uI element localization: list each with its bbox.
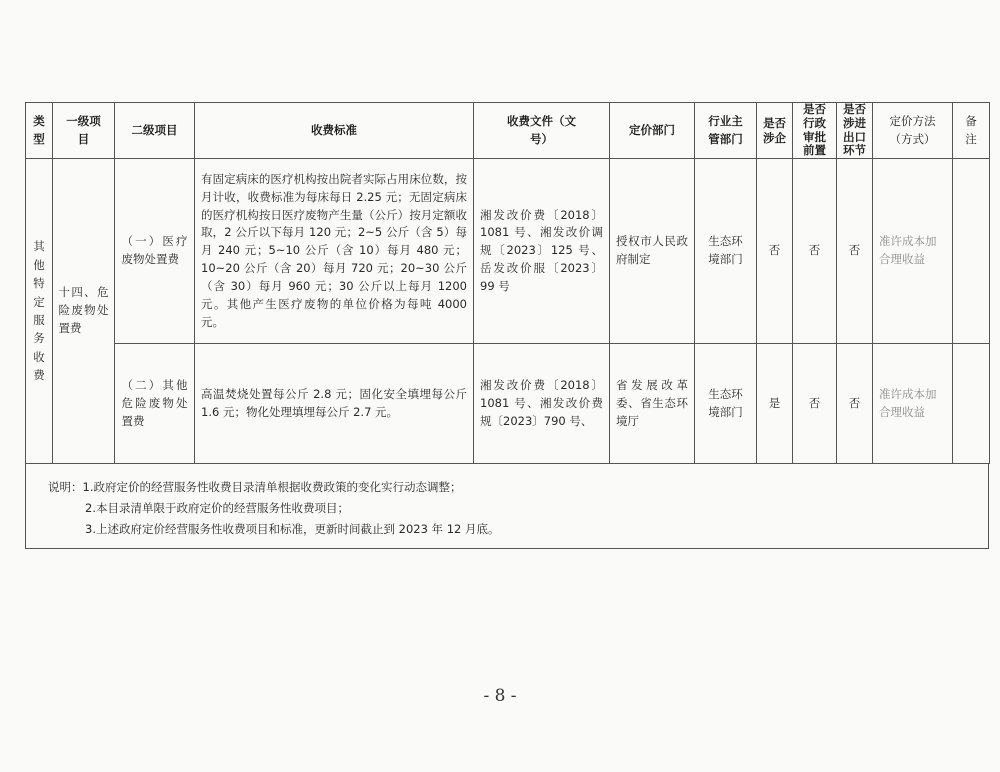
header-import-export: 是否涉进出口环节 [837, 103, 873, 159]
header-document: 收费文件（文号） [474, 103, 610, 159]
header-pricing-method: 定价方法（方式） [873, 103, 953, 159]
note-line: 说明：1.政府定价的经营服务性收费目录清单根据收费政策的变化实行动态调整； [48, 480, 462, 494]
import-export-cell: 否 [837, 159, 873, 344]
pricing-dept-cell: 授权市人民政府制定 [610, 159, 695, 344]
pricing-method-cell: 准许成本加合理收益 [873, 159, 953, 344]
pricing-dept-cell: 省发展改革委、省生态环境厅 [610, 344, 695, 464]
involves-enterprise-cell: 否 [757, 159, 793, 344]
header-standard: 收费标准 [195, 103, 474, 159]
header-pricing-dept: 定价部门 [610, 103, 695, 159]
note-line: 2.本目录清单限于政府定价的经营服务性收费项目； [85, 501, 349, 515]
note-line: 3.上述政府定价经营服务性收费项目和标准，更新时间截止到 2023 年 12 月底。 [85, 522, 500, 536]
page-number: - 8 - [483, 686, 517, 706]
industry-dept-cell: 生态环境部门 [695, 344, 757, 464]
document-cell: 湘发改价费〔2018〕1081 号、湘发改价调规〔2023〕125 号、岳发改价服〔2023〕99 号 [474, 159, 610, 344]
header-industry-dept: 行业主管部门 [695, 103, 757, 159]
level2-cell: （一）医疗废物处置费 [115, 159, 195, 344]
header-level1: 一级项目 [53, 103, 115, 159]
header-type: 类型 [26, 103, 53, 159]
level1-cell: 十四、危险废物处置费 [53, 159, 115, 464]
header-admin-approval: 是否行政审批前置 [793, 103, 837, 159]
table-row [26, 344, 990, 464]
industry-dept-cell: 生态环境部门 [695, 159, 757, 344]
standard-cell: 有固定病床的医疗机构按出院者实际占用床位数，按月计收，收费标准为每床每日 2.25 元；无固定病床的医疗机构按日医疗废物产生量（公斤）按月定额收取，2 公斤以下每月 120 元；2~5 公斤（含 5）每月 240 元；5~10 公斤（含 10）每月 480 元；10~20 公斤（含 20）每月 720 元；20~30 公斤（含 30）每月 960 元；30 公斤以上每月 1200 元。其他产生医疗废物的单位价格为每吨 4000 元。 [195, 159, 474, 344]
level2-cell: （二）其他危险废物处置费 [115, 344, 195, 464]
header-level2: 二级项目 [115, 103, 195, 159]
header-row [26, 103, 990, 159]
fee-table [25, 102, 990, 464]
standard-cell: 高温焚烧处置每公斤 2.8 元；固化安全填埋每公斤 1.6 元；物化处理填埋每公斤 2.7 元。 [195, 344, 474, 464]
admin-approval-cell: 否 [793, 344, 837, 464]
type-cell: 其他特定服务收费 [26, 159, 53, 464]
header-involves-enterprise: 是否涉企 [757, 103, 793, 159]
admin-approval-cell: 否 [793, 159, 837, 344]
table-row [26, 159, 990, 344]
import-export-cell: 否 [837, 344, 873, 464]
document-cell: 湘发改价费〔2018〕1081 号、湘发改价费规〔2023〕790 号、 [474, 344, 610, 464]
remarks-cell [953, 159, 990, 344]
pricing-method-cell: 准许成本加合理收益 [873, 344, 953, 464]
notes-box [25, 463, 989, 549]
header-remarks: 备注 [953, 103, 990, 159]
remarks-cell [953, 344, 990, 464]
involves-enterprise-cell: 是 [757, 344, 793, 464]
